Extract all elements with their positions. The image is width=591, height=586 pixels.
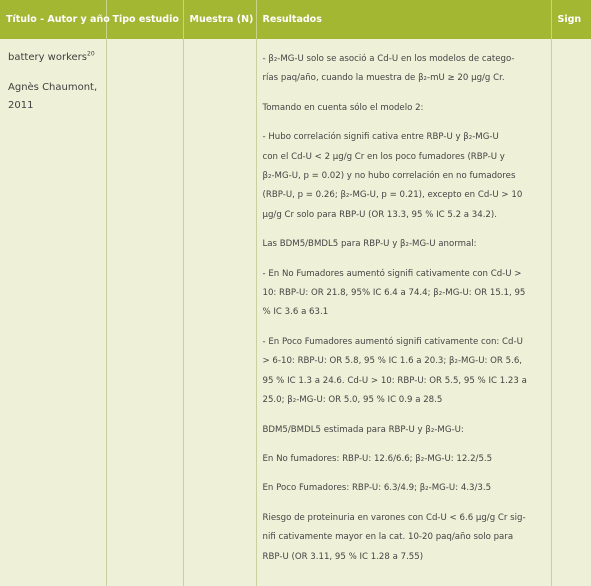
header-muestra: Muestra (N) [183,0,256,39]
results-text [257,39,551,567]
header-tipo-estudio: Tipo estudio [106,0,183,39]
study-title [8,49,100,67]
header-resultados: Resultados [256,0,551,39]
result-paragraph: - En No Fumadores aumentó signifi cativamente con Cd-U > 10: RBP-U: OR 21.8, 95% IC 6.4 a 74.4; β₂-MG-U: OR 15.1, 95 % IC 3.6 a 63.1 [262,268,526,318]
result-paragraph: En Poco Fumadores: RBP-U: 6.3/4.9; β₂-MG-U: 4.3/3.5 [262,483,492,494]
study-title-text: battery workers [8,52,87,63]
result-paragraph: - β₂-MG-U solo se asoció a Cd-U en los modelos de catego- rías paq/año, cuando la muestra de β₂-mU ≥ 20 µg/g Cr. [262,54,515,84]
header-titulo-autor: Título - Autor y año [0,0,106,39]
header-sign: Sign [551,0,591,39]
result-paragraph: Tomando en cuenta sólo el modelo 2: [262,102,424,113]
result-paragraph: Las BDM5/BMDL5 para RBP-U y β₂-MG-U anormal: [262,239,477,250]
reference-number: 20 [87,50,95,58]
cell-titulo-autor [0,39,106,586]
table-header-row [0,0,591,39]
result-paragraph: - En Poco Fumadores aumentó signifi cativamente con: Cd-U > 6-10: RBP-U: OR 5.8, 95 % IC 1.6 a 20.3; β₂-MG-U: OR 5.6, 95 % IC 1.3 a 24.6. Cd-U > 10: RBP-U: OR 5.5, 95 % IC 1.23 a 25.0; β₂-MG-U: OR 5.0, 95 % IC 0.9 a 28.5 [262,336,527,406]
result-paragraph: - Hubo correlación signifi cativa entre RBP-U y β₂-MG-U con el Cd-U < 2 µg/g Cr en los poco fumadores (RBP-U y β₂-MG-U, p = 0.02) y no hubo correlación en no fumadores (RBP-U, p = 0.26; β₂-MG-U, p = 0.21), excepto en Cd-U > 10 µg/g Cr solo para RBP-U (OR 13.3, 95 % IC 5.2 a 34.2). [262,132,523,220]
study-author: Agnès Chaumont, 2011 [8,82,98,111]
cell-tipo-estudio [106,39,183,586]
cell-sign [551,39,591,586]
cell-muestra [183,39,256,586]
table-row [0,39,591,586]
result-paragraph: Riesgo de proteinuria en varones con Cd-U < 6.6 µg/g Cr sig- nifi cativamente mayor en la cat. 10-20 paq/año solo para RBP-U (OR 3.11, 95 % IC 1.28 a 7.55) [262,512,526,562]
result-paragraph: En No fumadores: RBP-U: 12.6/6.6; β₂-MG-U: 12.2/5.5 [262,453,493,464]
result-paragraph: BDM5/BMDL5 estimada para RBP-U y β₂-MG-U: [262,424,464,435]
cell-resultados [256,39,551,586]
